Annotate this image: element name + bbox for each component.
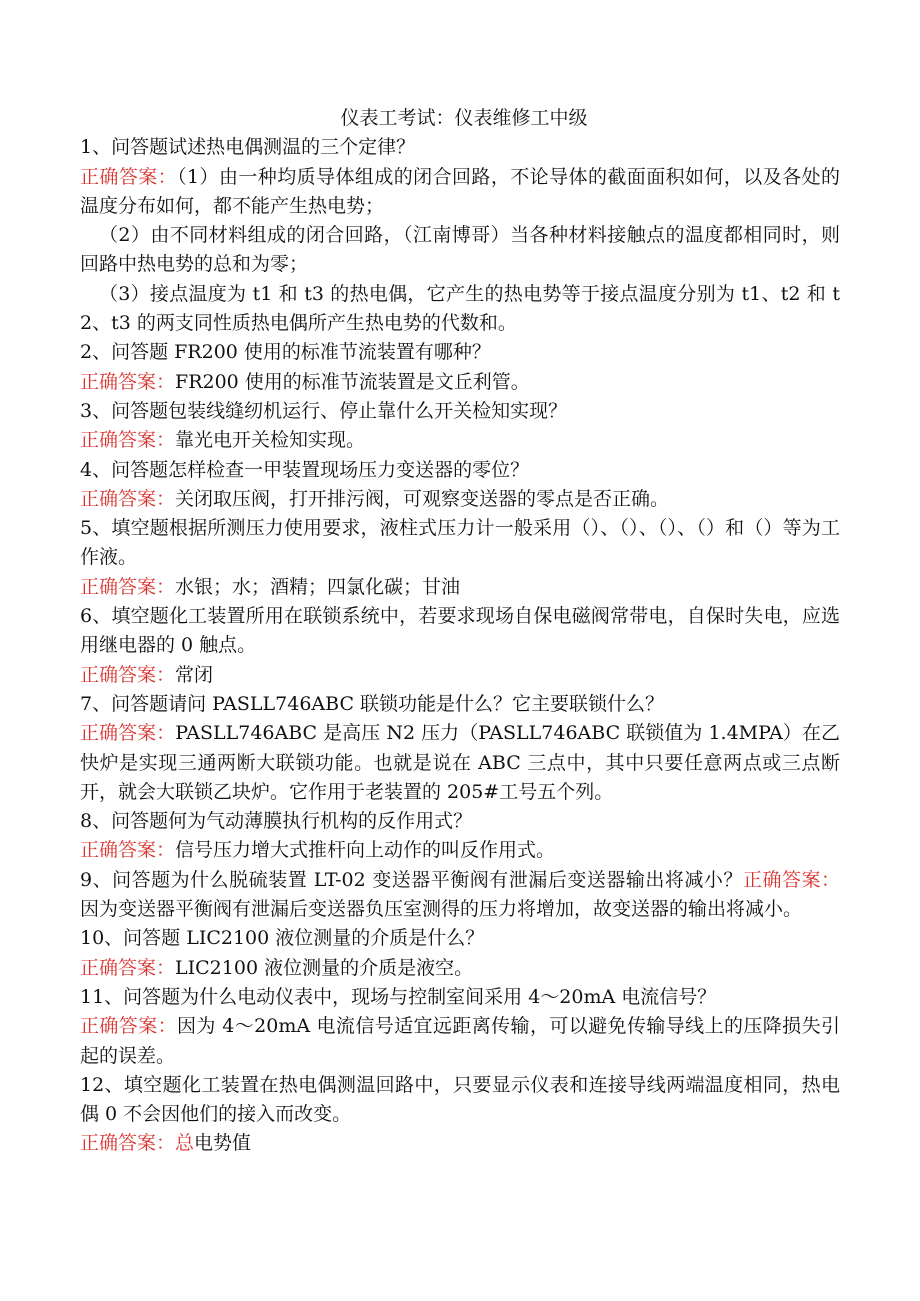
answer-6-text: 常闭 (175, 663, 214, 686)
answer-8 (80, 836, 840, 865)
answer-10 (80, 954, 840, 983)
answer-1-part-3: （3）接点温度为 t1 和 t3 的热电偶，它产生的热电势等于接点温度分别为 t1、t2 和 t2、t3 的两支同性质热电偶所产生热电势的代数和。 (80, 282, 840, 335)
question-3: 3、问答题包装线缝纫机运行、停止靠什么开关检知实现？ (80, 399, 568, 422)
answer-2 (80, 368, 840, 397)
question-7: 7、问答题请问 PASLL746ABC 联锁功能是什么？它主要联锁什么？ (80, 692, 665, 715)
answer-5 (80, 573, 840, 602)
answer-label: 正确答案： (80, 839, 176, 862)
answer-12 (80, 1129, 840, 1158)
question-4: 4、问答题怎样检查一甲装置现场压力变送器的零位？ (80, 458, 530, 481)
question-5: 5、填空题根据所测压力使用要求，液柱式压力计一般采用（）、（）、（）、（）和（）等为工作液。 (80, 517, 840, 569)
question-8: 8、问答题何为气动薄膜执行机构的反作用式？ (80, 810, 473, 833)
answer-11-text: 因为 4～20mA 电流信号适宜远距离传输，可以避免传输导线上的压降损失引起的误差。 (80, 1015, 840, 1067)
question-9 (80, 866, 840, 925)
question-9-text: 9、问答题为什么脱硫装置 LT-02 变送器平衡阀有泄漏后变送器输出将减小？ (80, 868, 743, 891)
answer-12-text: 电势值 (194, 1132, 252, 1155)
question-6: 6、填空题化工装置所用在联锁系统中，若要求现场自保电磁阀常带电，自保时失电，应选用继电器的 0 触点。 (80, 605, 840, 657)
answer-label: 正确答案： (80, 429, 176, 452)
answer-1-part-1: （1）由一种均质导体组成的闭合回路，不论导体的截面面积如何，以及各处的温度分布如何，都不能产生热电势； (80, 165, 840, 217)
answer-label: 正确答案： (80, 663, 176, 686)
answer-label: 正确答案： (80, 165, 178, 188)
question-1: 1、问答题试述热电偶测温的三个定律？ (80, 136, 416, 159)
question-12: 12、填空题化工装置在热电偶测温回路中，只要显示仪表和连接导线两端温度相同，热电偶 0 不会因他们的接入而改变。 (80, 1073, 840, 1126)
answer-label: 正确答案： (80, 956, 176, 979)
page-title: 仪表工考试：仪表维修工中级 (340, 107, 588, 129)
answer-4 (80, 485, 840, 514)
answer-6 (80, 661, 840, 690)
answer-label: 正确答案： (80, 370, 176, 393)
answer-label: 正确答案：总 (80, 1132, 195, 1155)
question-11: 11、问答题为什么电动仪表中，现场与控制室间采用 4～20mA 电流信号？ (80, 985, 717, 1008)
answer-label: 正确答案： (80, 575, 176, 598)
answer-3 (80, 426, 840, 455)
answer-2-text: FR200 使用的标准节流装置是文丘利管。 (175, 370, 530, 393)
answer-1-part-2: （2）由不同材料组成的闭合回路，（江南博哥）当各种材料接触点的温度都相同时，则回路中热电势的总和为零； (80, 224, 840, 276)
answer-8-text: 信号压力增大式推杆向上动作的叫反作用式。 (175, 839, 556, 862)
answer-11 (80, 1012, 840, 1071)
question-10: 10、问答题 LIC2100 液位测量的介质是什么？ (80, 927, 485, 950)
question-2: 2、问答题 FR200 使用的标准节流装置有哪种？ (80, 341, 491, 364)
document-page (80, 104, 840, 1159)
answer-label: 正确答案： (742, 868, 840, 891)
answer-label: 正确答案： (80, 487, 176, 510)
answer-label: 正确答案： (80, 722, 176, 745)
answer-5-text: 水银；水；酒精；四氯化碳；甘油 (175, 575, 461, 598)
answer-1 (80, 163, 840, 222)
answer-7 (80, 719, 840, 807)
answer-7-text: PASLL746ABC 是高压 N2 压力（PASLL746ABC 联锁值为 1.4MPA）在乙快炉是实现三通两断大联锁功能。也就是说在 ABC 三点中，其中只要任意两点或三点断开，就会大联锁乙块炉。它作用于老装置的 205#工号五个列。 (80, 722, 840, 803)
answer-3-text: 靠光电开关检知实现。 (175, 429, 366, 452)
answer-4-text: 关闭取压阀，打开排污阀，可观察变送器的零点是否正确。 (175, 487, 670, 510)
answer-label: 正确答案： (80, 1015, 178, 1038)
answer-10-text: LIC2100 液位测量的介质是液空。 (175, 956, 474, 979)
answer-9-text: 因为变送器平衡阀有泄漏后变送器负压室测得的压力将增加，故变送器的输出将减小。 (80, 898, 803, 921)
